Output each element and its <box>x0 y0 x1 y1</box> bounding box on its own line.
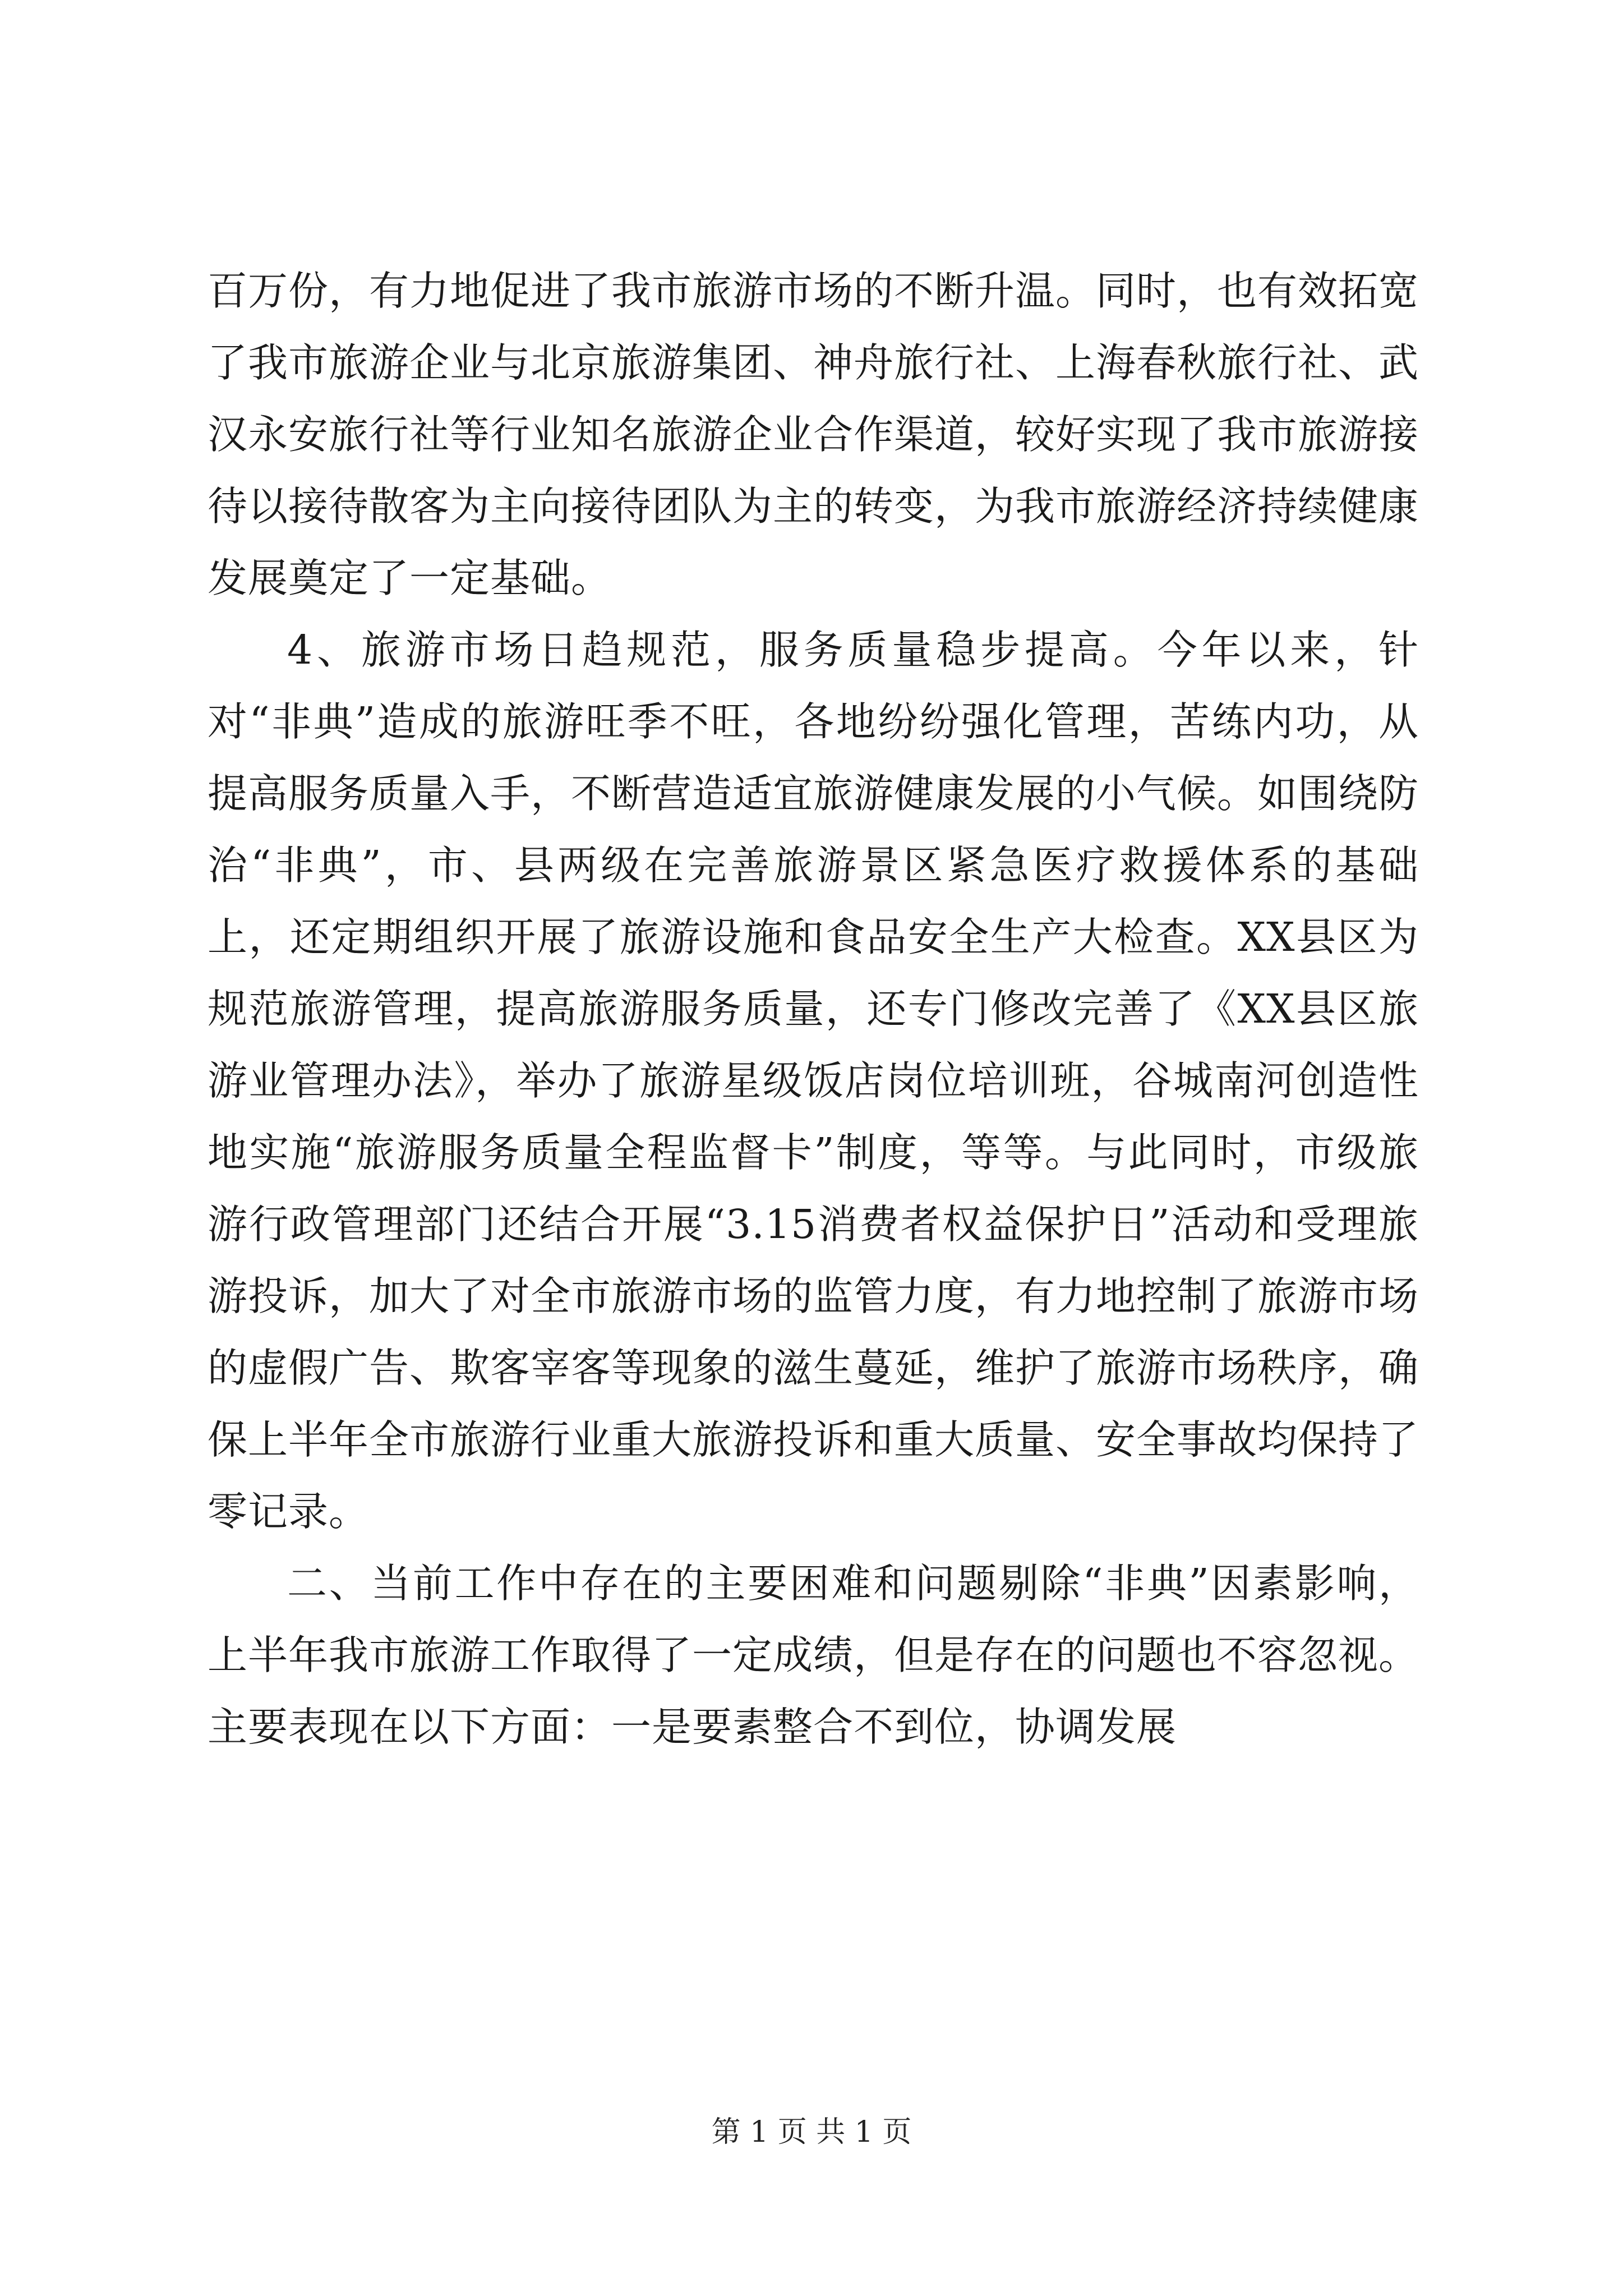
page-footer: 第 1 页 共 1 页 <box>711 2115 912 2149</box>
paragraph-3: 二、当前工作中存在的主要困难和问题剔除“非典”因素影响，上半年我市旅游工作取得了一定成绩，但是存在的问题也不容忽视。主要表现在以下方面：一是要素整合不到位，协调发展 <box>208 1560 1419 1750</box>
paragraph-1: 百万份，有力地促进了我市旅游市场的不断升温。同时，也有效拓宽了我市旅游企业与北京旅游集团、神舟旅行社、上海春秋旅行社、武汉永安旅行社等行业知名旅游企业合作渠道，较好实现了我市旅游接待以接待散客为主向接待团队为主的转变，为我市旅游经济持续健康发展奠定了一定基础。 <box>208 268 1419 601</box>
document-body <box>208 255 1419 1763</box>
paragraph-2: 4、旅游市场日趋规范，服务质量稳步提高。今年以来，针对“非典”造成的旅游旺季不旺，各地纷纷强化管理，苦练内功，从提高服务质量入手，不断营造适宜旅游健康发展的小气候。如围绕防治“非典”，市、县两级在完善旅游景区紧急医疗救援体系的基础上，还定期组织开展了旅游设施和食品安全生产大检查。XX县区为规范旅游管理，提高旅游服务质量，还专门修改完善了《XX县区旅游业管理办法》，举办了旅游星级饭店岗位培训班，谷城南河创造性地实施“旅游服务质量全程监督卡”制度，等等。与此同时，市级旅游行政管理部门还结合开展“3.15消费者权益保护日”活动和受理旅游投诉，加大了对全市旅游市场的监管力度，有力地控制了旅游市场的虚假广告、欺客宰客等现象的滋生蔓延，维护了旅游市场秩序，确保上半年全市旅游行业重大旅游投诉和重大质量、安全事故均保持了零记录。 <box>208 627 1419 1535</box>
